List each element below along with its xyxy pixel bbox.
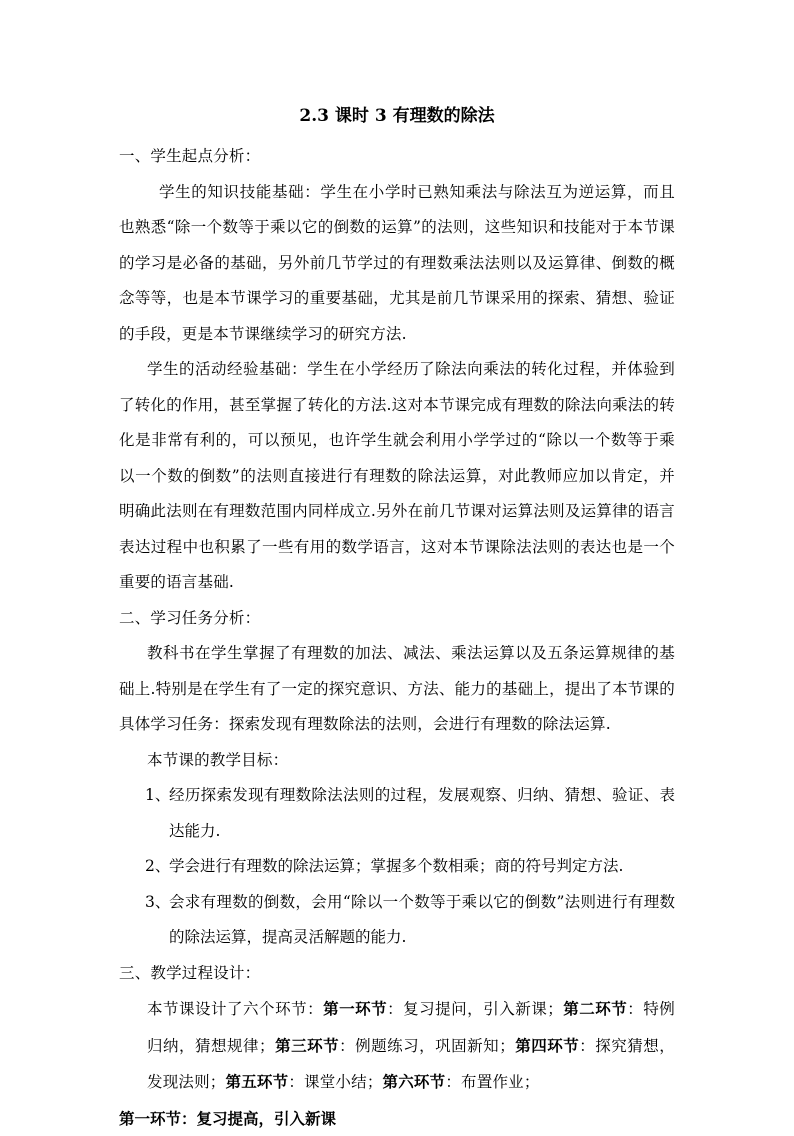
list-item-number: 1、 bbox=[119, 778, 169, 849]
step-text: ：复习提问，引入新课； bbox=[387, 1000, 563, 1018]
list-item bbox=[119, 849, 675, 885]
step-label: 第三环节 bbox=[275, 1036, 339, 1055]
section-heading-student-analysis: 一、学生起点分析： bbox=[119, 139, 675, 175]
list-item-text: 经历探索发现有理数除法法则的过程，发展观察、归纳、猜想、验证、表达能力. bbox=[169, 778, 675, 849]
step-label: 第四环节 bbox=[515, 1036, 579, 1055]
document-title: 2.3 课时 3 有理数的除法 bbox=[119, 99, 675, 133]
overview-intro: 本节课设计了六个环节： bbox=[147, 1000, 323, 1018]
section-heading-task-analysis: 二、学习任务分析： bbox=[119, 601, 675, 637]
section-heading-process-design: 三、教学过程设计： bbox=[119, 956, 675, 992]
list-item bbox=[119, 778, 675, 849]
step-text: ：布置作业； bbox=[445, 1073, 539, 1091]
list-item-number: 2、 bbox=[119, 849, 169, 885]
step-label: 第六环节 bbox=[383, 1072, 446, 1091]
list-item-text: 会求有理数的倒数，会用“除以一个数等于乘以它的倒数”法则进行有理数的除法运算，提高灵活解题的能力. bbox=[169, 885, 675, 956]
step-text: ：课堂小结； bbox=[288, 1073, 382, 1091]
paragraph-process-overview bbox=[119, 991, 675, 1101]
objectives-list bbox=[119, 778, 675, 956]
step-label: 第五环节 bbox=[226, 1072, 289, 1091]
document-content bbox=[119, 99, 675, 1136]
objectives-heading: 本节课的教学目标： bbox=[119, 743, 675, 779]
list-item bbox=[119, 885, 675, 956]
list-item-number: 3、 bbox=[119, 885, 169, 956]
step-text: ：特例归纳，猜想规律； bbox=[147, 1000, 675, 1055]
paragraph-task-description: 教科书在学生掌握了有理数的加法、减法、乘法运算以及五条运算规律的基础上.特别是在学生有了一定的探究意识、方法、能力的基础上，提出了本节课的具体学习任务：探索发现有理数除法的法则，会进行有理数的除法运算. bbox=[119, 636, 675, 743]
paragraph-activity-basis: 学生的活动经验基础：学生在小学经历了除法向乘法的转化过程，并体验到了转化的作用，甚至掌握了转化的方法.这对本节课完成有理数的除法向乘法的转化是非常有利的，可以预见，也许学生就会利用小学学过的“除以一个数等于乘以一个数的倒数”的法则直接进行有理数的除法运算，对此教师应加以肯定，并明确此法则在有理数范围内同样成立.另外在前几节课对运算法则及运算律的语言表达过程中也积累了一些有用的数学语言，这对本节课除法法则的表达也是一个重要的语言基础. bbox=[119, 352, 675, 601]
step-label: 第二环节 bbox=[563, 999, 627, 1018]
list-item-text: 学会进行有理数的除法运算；掌握多个数相乘；商的符号判定方法. bbox=[169, 849, 675, 885]
paragraph-knowledge-basis: 学生的知识技能基础：学生在小学时已熟知乘法与除法互为逆运算，而且也熟悉“除一个数等于乘以它的倒数的运算”的法则，这些知识和技能对于本节课的学习是必备的基础，另外前几节学过的有理数乘法法则以及运算律、倒数的概念等等，也是本节课学习的重要基础，尤其是前几节课采用的探索、猜想、验证的手段，更是本节课继续学习的研究方法. bbox=[119, 175, 675, 353]
step-text: ：探究猜想，发现法则； bbox=[147, 1037, 675, 1092]
subsection-heading-step-one: 第一环节：复习提高，引入新课 bbox=[119, 1101, 675, 1136]
step-label: 第一环节 bbox=[323, 999, 387, 1018]
step-text: ：例题练习，巩固新知； bbox=[339, 1037, 515, 1055]
